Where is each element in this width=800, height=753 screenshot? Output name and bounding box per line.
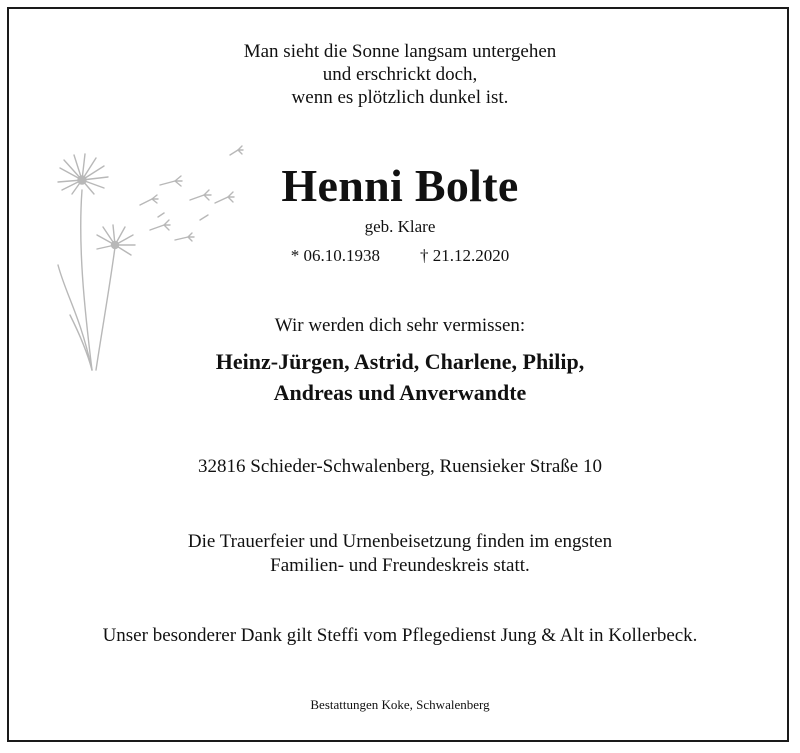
maiden-name: geb. Klare (364, 217, 436, 236)
mourners-names-line-2: Andreas und Anverwandte (273, 380, 527, 405)
life-dates (0, 246, 800, 266)
poem-line-1: Man sieht die Sonne langsam untergehen (243, 41, 557, 62)
undertaker: Bestattungen Koke, Schwalenberg (310, 697, 490, 712)
deceased-name: Henni Bolte (281, 160, 519, 211)
funeral-note-line-1: Die Trauerfeier und Urnenbeisetzung finden im engsten (187, 531, 613, 552)
death-date: † 21.12.2020 (420, 246, 510, 265)
poem-line-2: und erschrickt doch, (322, 64, 478, 85)
birth-date: * 06.10.1938 (290, 246, 380, 265)
address: 32816 Schieder-Schwalenberg, Ruensieker Straße 10 (198, 456, 602, 477)
mourners-intro: Wir werden dich sehr vermissen: (274, 315, 526, 336)
funeral-note-line-2: Familien- und Freundeskreis statt. (270, 555, 530, 576)
poem-line-3: wenn es plötzlich dunkel ist. (291, 87, 509, 108)
thanks-note: Unser besonderer Dank gilt Steffi vom Pflegedienst Jung & Alt in Kollerbeck. (102, 625, 698, 646)
mourners-names-line-1: Heinz-Jürgen, Astrid, Charlene, Philip, (215, 349, 585, 374)
